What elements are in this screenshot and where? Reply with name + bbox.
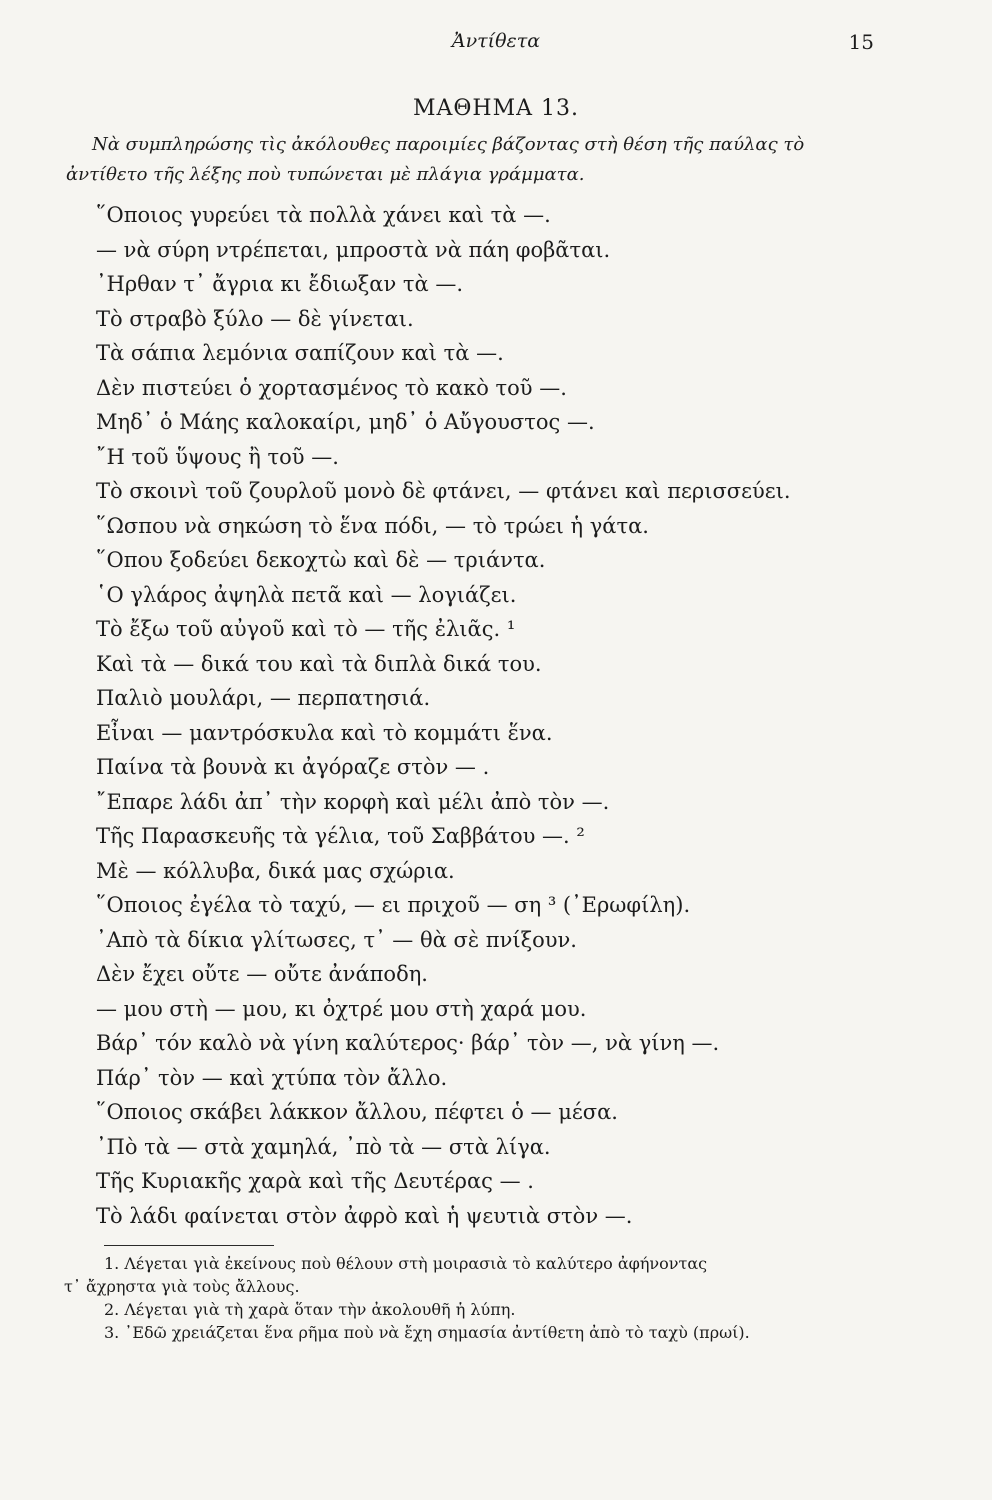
proverb-line: Τὰ σάπια λεμόνια σαπίζουν καὶ τὰ —.	[96, 341, 504, 365]
footnote-3: 3. ᾿Εδῶ χρειάζεται ἕνα ρῆμα ποὺ νὰ ἔχη σημασία ἀντίθετη ἀπὸ τὸ ταχὺ (πρωί).	[104, 1323, 750, 1342]
footnotes	[64, 1252, 924, 1344]
proverb-line: ῞Οπου ξοδεύει δεκοχτὼ καὶ δὲ — τριάντα.	[96, 548, 546, 572]
footnote-divider	[104, 1245, 274, 1246]
proverb-line: ῞Οποιος σκάβει λάκκον ἄλλου, πέφτει ὁ — μέσα.	[96, 1100, 618, 1124]
proverb-line: ῞Οποιος γυρεύει τὰ πολλὰ χάνει καὶ τὰ —.	[96, 203, 551, 227]
proverb-line: Πάρ᾿ τὸν — καὶ χτύπα τὸν ἄλλο.	[96, 1065, 448, 1090]
proverb-line: Βάρ᾿ τόν καλὸ νὰ γίνη καλύτερος· βάρ᾿ τὸν —, νὰ γίνη —.	[96, 1031, 720, 1055]
proverb-line: Τὸ ἔξω τοῦ αὐγοῦ καὶ τὸ — τῆς ἐλιᾶς. ¹	[96, 617, 516, 641]
proverb-line: ῎Επαρε λάδι ἀπ᾿ τὴν κορφὴ καὶ μέλι ἀπὸ τὸν —.	[96, 789, 610, 814]
proverb-line: Μὲ — κόλλυβα, δικά μας σχώρια.	[96, 858, 455, 883]
proverb-line: — μου στὴ — μου, κι ὀχτρέ μου στὴ χαρά μου.	[96, 996, 587, 1021]
proverb-line: ᾿Απὸ τὰ δίκια γλίτωσες, τ᾿ — θὰ σὲ πνίξουν.	[96, 927, 577, 952]
proverb-line: Εἶναι — μαντρόσκυλα καὶ τὸ κομμάτι ἕνα.	[96, 720, 553, 745]
running-title: Ἀντίθετα	[451, 30, 541, 52]
footnote-2: 2. Λέγεται γιὰ τὴ χαρὰ ὅταν τὴν ἀκολουθῆ ἡ λύπη.	[104, 1300, 516, 1319]
proverb-line: Τὸ σκοινὶ τοῦ ζουρλοῦ μονὸ δὲ φτάνει, — φτάνει καὶ περισσεύει.	[96, 479, 791, 503]
proverb-line: — νὰ σύρη ντρέπεται, μπροστὰ νὰ πάη φοβᾶται.	[96, 237, 611, 262]
proverb-line: Δὲν ἔχει οὔτε — οὔτε ἀνάποδη.	[96, 962, 428, 986]
proverb-line: Καὶ τὰ — δικά του καὶ τὰ διπλὰ δικά του.	[96, 651, 542, 676]
proverb-line: ῞Ωσπου νὰ σηκώση τὸ ἕνα πόδι, — τὸ τρώει ἡ γάτα.	[96, 513, 649, 538]
proverb-line: Μηδ᾿ ὁ Μάης καλοκαίρι, μηδ᾿ ὁ Αὔγουστος —.	[96, 410, 595, 434]
proverb-line: Τὸ στραβὸ ξύλο — δὲ γίνεται.	[96, 306, 414, 331]
lesson-instructions: Νὰ συμπληρώσης τὶς ἀκόλουθες παροιμίες βάζοντας στὴ θέση τῆς παύλας τὸ ἀντίθετο τῆς λέξης ποὺ τυπώνεται μὲ πλάγια γράμματα.	[66, 134, 805, 185]
proverb-list	[96, 198, 956, 1233]
proverb-line: ῾Ο γλάρος ἀψηλὰ πετᾶ καὶ — λογιάζει.	[96, 582, 517, 607]
proverb-line: Παίνα τὰ βουνὰ κι ἀγόραζε στὸν — .	[96, 755, 490, 779]
proverb-line: ᾿Ηρθαν τ᾿ ἄγρια κι ἔδιωξαν τὰ —.	[96, 272, 464, 296]
proverb-line: ῎Η τοῦ ὕψους ἢ τοῦ —.	[96, 444, 339, 469]
footnote-1-continuation: τ᾿ ἄχρηστα γιὰ τοὺς ἄλλους.	[64, 1277, 300, 1296]
footnote-1: 1. Λέγεται γιὰ ἐκείνους ποὺ θέλουν στὴ μοιρασιὰ τὸ καλύτερο ἀφήνοντας	[104, 1254, 708, 1273]
page-number: 15	[848, 30, 874, 54]
proverb-line: Τῆς Παρασκευῆς τὰ γέλια, τοῦ Σαββάτου —. ²	[96, 824, 585, 848]
proverb-line: Παλιὸ μουλάρι, — περπατησιά.	[96, 686, 431, 710]
proverb-line: Τὸ λάδι φαίνεται στὸν ἀφρὸ καὶ ἡ ψευτιὰ στὸν —.	[96, 1203, 633, 1228]
proverb-line: ῞Οποιος ἐγέλα τὸ ταχύ, — ει πριχοῦ — ση ³ (᾿Ερωφίλη).	[96, 893, 691, 917]
proverb-line: Τῆς Κυριακῆς χαρὰ καὶ τῆς Δευτέρας — .	[96, 1169, 534, 1193]
proverb-line: ᾿Πὸ τὰ — στὰ χαμηλά, ᾿πὸ τὰ — στὰ λίγα.	[96, 1134, 551, 1159]
proverb-line: Δὲν πιστεύει ὁ χορτασμένος τὸ κακὸ τοῦ —.	[96, 375, 567, 400]
lesson-title: ΜΑΘΗΜΑ 13.	[412, 96, 580, 121]
